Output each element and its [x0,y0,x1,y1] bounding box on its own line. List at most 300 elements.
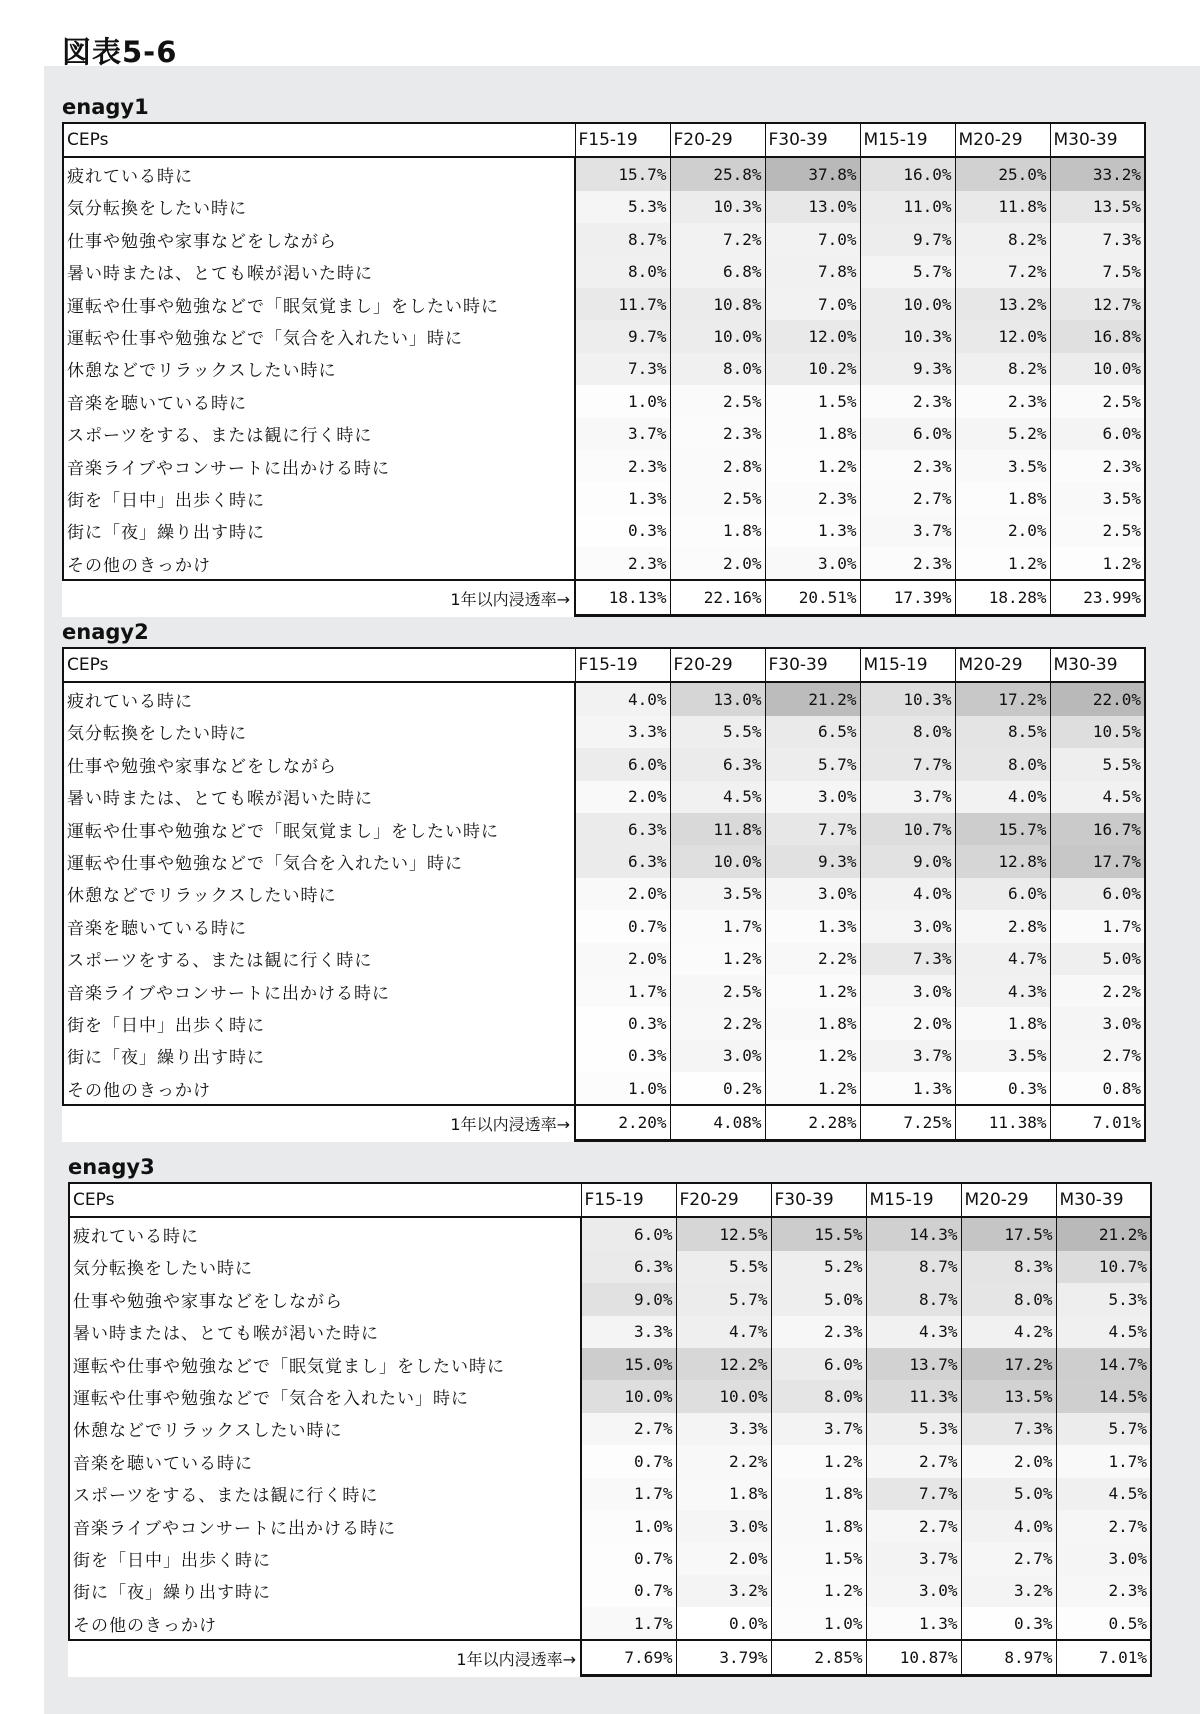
value-cell: 3.7% [860,515,955,547]
value-cell: 10.5% [1050,716,1145,748]
value-cell: 1.2% [771,1445,866,1477]
value-cell: 10.7% [860,813,955,845]
value-cell: 2.3% [771,1316,866,1348]
value-cell: 1.8% [765,418,860,450]
value-cell: 16.7% [1050,813,1145,845]
table-row [63,223,1145,255]
value-cell: 7.7% [860,748,955,780]
table-row [63,482,1145,514]
value-cell: 1.2% [955,547,1050,580]
value-cell: 0.0% [676,1607,771,1640]
value-cell: 3.7% [771,1413,866,1445]
value-cell: 2.0% [676,1542,771,1574]
table-row [63,910,1145,942]
penetration-value: 17.39% [860,580,955,615]
penetration-value: 10.87% [866,1640,961,1675]
value-cell: 6.3% [575,813,670,845]
value-cell: 8.7% [866,1251,961,1283]
value-cell: 1.3% [575,482,670,514]
value-cell: 14.3% [866,1217,961,1250]
value-cell: 2.0% [961,1445,1056,1477]
value-cell: 12.2% [676,1348,771,1380]
column-header-f30-39: F30-39 [765,123,860,157]
table-row [63,1007,1145,1039]
table-row [69,1607,1151,1640]
column-header-f15-19: F15-19 [575,648,670,682]
value-cell: 5.0% [1050,943,1145,975]
column-header-f20-29: F20-29 [676,1183,771,1217]
row-label: 仕事や勉強や家事などをしながら [63,748,575,780]
table-row [63,1040,1145,1072]
column-header-m30-39: M30-39 [1050,123,1145,157]
row-label: その他のきっかけ [63,1072,575,1105]
value-cell: 13.5% [961,1380,1056,1412]
value-cell: 10.7% [1056,1251,1151,1283]
value-cell: 3.2% [676,1575,771,1607]
value-cell: 3.7% [866,1542,961,1574]
value-cell: 1.2% [1050,547,1145,580]
row-label: スポーツをする、または観に行く時に [63,943,575,975]
value-cell: 1.0% [771,1607,866,1640]
table-row [63,1072,1145,1105]
row-label: 街を「日中」出歩く時に [69,1542,581,1574]
value-cell: 8.0% [961,1283,1056,1315]
table-row [69,1316,1151,1348]
row-label: 音楽ライブやコンサートに出かける時に [63,450,575,482]
table-row [69,1380,1151,1412]
table-row [63,450,1145,482]
row-label: 街に「夜」繰り出す時に [63,515,575,547]
value-cell: 3.0% [765,781,860,813]
value-cell: 12.0% [765,320,860,352]
table-row [63,515,1145,547]
value-cell: 2.0% [575,781,670,813]
row-label: 街を「日中」出歩く時に [63,482,575,514]
value-cell: 6.3% [670,748,765,780]
value-cell: 3.0% [765,547,860,580]
value-cell: 3.3% [581,1316,676,1348]
value-cell: 1.7% [1056,1445,1151,1477]
column-header-f20-29: F20-29 [670,648,765,682]
column-header-ceps: CEPs [69,1183,581,1217]
table-row [63,418,1145,450]
value-cell: 0.8% [1050,1072,1145,1105]
row-label: 運転や仕事や勉強などで「気合を入れたい」時に [63,845,575,877]
value-cell: 0.7% [581,1445,676,1477]
value-cell: 25.0% [955,157,1050,190]
value-cell: 5.2% [771,1251,866,1283]
table-row [69,1251,1151,1283]
value-cell: 0.3% [575,515,670,547]
value-cell: 37.8% [765,157,860,190]
row-label: 疲れている時に [69,1217,581,1250]
data-table [68,1182,1152,1677]
value-cell: 7.3% [961,1413,1056,1445]
column-header-m20-29: M20-29 [955,648,1050,682]
value-cell: 12.7% [1050,288,1145,320]
value-cell: 13.2% [955,288,1050,320]
value-cell: 16.8% [1050,320,1145,352]
value-cell: 0.5% [1056,1607,1151,1640]
value-cell: 6.0% [771,1348,866,1380]
value-cell: 3.5% [670,878,765,910]
value-cell: 0.3% [961,1607,1056,1640]
table-row [63,256,1145,288]
value-cell: 12.5% [676,1217,771,1250]
section-enagy3 [68,1152,1152,1677]
value-cell: 2.5% [670,385,765,417]
value-cell: 1.2% [765,1072,860,1105]
penetration-value: 3.79% [676,1640,771,1675]
section-enagy1 [62,92,1146,617]
value-cell: 3.0% [860,910,955,942]
row-label: 運転や仕事や勉強などで「気合を入れたい」時に [63,320,575,352]
value-cell: 14.7% [1056,1348,1151,1380]
value-cell: 5.2% [955,418,1050,450]
table-row [69,1283,1151,1315]
value-cell: 1.7% [670,910,765,942]
value-cell: 8.2% [955,353,1050,385]
value-cell: 10.3% [860,682,955,715]
value-cell: 1.8% [955,482,1050,514]
row-label: 運転や仕事や勉強などで「気合を入れたい」時に [69,1380,581,1412]
row-label: スポーツをする、または観に行く時に [63,418,575,450]
value-cell: 16.0% [860,157,955,190]
row-label: 仕事や勉強や家事などをしながら [69,1283,581,1315]
value-cell: 8.7% [866,1283,961,1315]
value-cell: 0.7% [575,910,670,942]
value-cell: 3.0% [860,975,955,1007]
value-cell: 11.7% [575,288,670,320]
column-header-f15-19: F15-19 [581,1183,676,1217]
value-cell: 4.7% [955,943,1050,975]
value-cell: 10.0% [860,288,955,320]
value-cell: 3.7% [860,781,955,813]
value-cell: 11.0% [860,191,955,223]
row-label: その他のきっかけ [63,547,575,580]
penetration-value: 2.28% [765,1105,860,1140]
value-cell: 1.5% [765,385,860,417]
value-cell: 10.3% [860,320,955,352]
row-label: 運転や仕事や勉強などで「眠気覚まし」をしたい時に [63,813,575,845]
value-cell: 9.0% [581,1283,676,1315]
value-cell: 1.7% [1050,910,1145,942]
table-row [69,1445,1151,1477]
value-cell: 2.3% [860,385,955,417]
value-cell: 5.3% [575,191,670,223]
column-header-m20-29: M20-29 [961,1183,1056,1217]
value-cell: 3.0% [1056,1542,1151,1574]
value-cell: 8.3% [961,1251,1056,1283]
value-cell: 1.0% [575,385,670,417]
value-cell: 17.2% [961,1348,1056,1380]
value-cell: 0.7% [581,1542,676,1574]
row-label: その他のきっかけ [69,1607,581,1640]
value-cell: 6.3% [581,1251,676,1283]
value-cell: 6.3% [575,845,670,877]
value-cell: 1.0% [581,1510,676,1542]
row-label: 音楽を聴いている時に [69,1445,581,1477]
value-cell: 8.0% [955,748,1050,780]
section-title: enagy3 [68,1155,155,1179]
row-label: 街に「夜」繰り出す時に [63,1040,575,1072]
value-cell: 2.7% [866,1510,961,1542]
row-label: スポーツをする、または観に行く時に [69,1478,581,1510]
value-cell: 3.7% [575,418,670,450]
table-row [63,845,1145,877]
value-cell: 9.3% [860,353,955,385]
value-cell: 1.8% [676,1478,771,1510]
value-cell: 3.5% [1050,482,1145,514]
value-cell: 1.2% [765,1040,860,1072]
penetration-row [63,1105,1145,1140]
value-cell: 8.0% [860,716,955,748]
table-row [63,682,1145,715]
table-row [69,1348,1151,1380]
value-cell: 6.0% [860,418,955,450]
value-cell: 11.8% [955,191,1050,223]
penetration-value: 7.01% [1050,1105,1145,1140]
value-cell: 12.0% [955,320,1050,352]
value-cell: 14.5% [1056,1380,1151,1412]
value-cell: 10.3% [670,191,765,223]
table-row [63,288,1145,320]
value-cell: 5.7% [860,256,955,288]
value-cell: 33.2% [1050,157,1145,190]
value-cell: 0.2% [670,1072,765,1105]
value-cell: 6.0% [1050,878,1145,910]
row-label: 音楽ライブやコンサートに出かける時に [69,1510,581,1542]
value-cell: 5.5% [1050,748,1145,780]
value-cell: 1.8% [771,1510,866,1542]
row-label: 仕事や勉強や家事などをしながら [63,223,575,255]
value-cell: 6.0% [1050,418,1145,450]
penetration-value: 11.38% [955,1105,1050,1140]
penetration-value: 20.51% [765,580,860,615]
value-cell: 2.7% [1056,1510,1151,1542]
value-cell: 3.0% [676,1510,771,1542]
value-cell: 1.5% [771,1542,866,1574]
value-cell: 2.7% [866,1445,961,1477]
column-header-m30-39: M30-39 [1050,648,1145,682]
value-cell: 2.2% [1050,975,1145,1007]
value-cell: 5.3% [866,1413,961,1445]
row-label: 休憩などでリラックスしたい時に [63,353,575,385]
row-label: 疲れている時に [63,682,575,715]
value-cell: 11.8% [670,813,765,845]
value-cell: 3.5% [955,1040,1050,1072]
value-cell: 5.5% [670,716,765,748]
section-enagy2 [62,617,1146,1142]
value-cell: 4.5% [1056,1478,1151,1510]
value-cell: 1.8% [771,1478,866,1510]
value-cell: 9.7% [860,223,955,255]
value-cell: 2.3% [860,450,955,482]
table-row [69,1478,1151,1510]
section-title: enagy2 [62,620,149,644]
value-cell: 8.0% [771,1380,866,1412]
value-cell: 10.8% [670,288,765,320]
value-cell: 7.2% [955,256,1050,288]
value-cell: 2.3% [860,547,955,580]
value-cell: 8.2% [955,223,1050,255]
table-row [63,353,1145,385]
value-cell: 1.2% [765,450,860,482]
table-row [63,157,1145,190]
column-header-m15-19: M15-19 [860,123,955,157]
row-label: 運転や仕事や勉強などで「眠気覚まし」をしたい時に [69,1348,581,1380]
header-row [63,648,1145,682]
value-cell: 2.0% [575,878,670,910]
value-cell: 2.7% [961,1542,1056,1574]
penetration-value: 7.69% [581,1640,676,1675]
penetration-row [63,580,1145,615]
column-header-f15-19: F15-19 [575,123,670,157]
value-cell: 6.0% [575,748,670,780]
table-row [69,1542,1151,1574]
value-cell: 1.2% [765,975,860,1007]
value-cell: 2.0% [955,515,1050,547]
value-cell: 2.5% [1050,385,1145,417]
value-cell: 2.3% [955,385,1050,417]
value-cell: 2.3% [670,418,765,450]
value-cell: 3.5% [955,450,1050,482]
value-cell: 10.2% [765,353,860,385]
value-cell: 4.5% [670,781,765,813]
value-cell: 17.5% [961,1217,1056,1250]
penetration-value: 2.85% [771,1640,866,1675]
value-cell: 2.0% [575,943,670,975]
value-cell: 1.2% [771,1575,866,1607]
value-cell: 8.0% [575,256,670,288]
value-cell: 5.5% [676,1251,771,1283]
data-table [62,647,1146,1142]
value-cell: 2.3% [1050,450,1145,482]
value-cell: 7.0% [765,288,860,320]
row-label: 気分転換をしたい時に [63,716,575,748]
value-cell: 3.0% [866,1575,961,1607]
value-cell: 0.3% [575,1007,670,1039]
value-cell: 1.3% [866,1607,961,1640]
value-cell: 1.2% [670,943,765,975]
value-cell: 1.3% [765,910,860,942]
value-cell: 4.0% [860,878,955,910]
value-cell: 15.0% [581,1348,676,1380]
value-cell: 1.8% [955,1007,1050,1039]
value-cell: 13.0% [765,191,860,223]
value-cell: 1.3% [765,515,860,547]
table-row [63,975,1145,1007]
value-cell: 9.0% [860,845,955,877]
value-cell: 1.0% [575,1072,670,1105]
value-cell: 11.3% [866,1380,961,1412]
value-cell: 2.8% [670,450,765,482]
penetration-label: 1年以内浸透率→ [456,1649,576,1669]
value-cell: 1.3% [860,1072,955,1105]
penetration-label: 1年以内浸透率→ [450,1114,570,1134]
value-cell: 22.0% [1050,682,1145,715]
value-cell: 4.3% [866,1316,961,1348]
value-cell: 7.3% [1050,223,1145,255]
value-cell: 8.7% [575,223,670,255]
table-row [63,878,1145,910]
value-cell: 2.3% [1056,1575,1151,1607]
row-label: 音楽ライブやコンサートに出かける時に [63,975,575,1007]
header-row [69,1183,1151,1217]
table-row [63,781,1145,813]
value-cell: 9.3% [765,845,860,877]
value-cell: 21.2% [765,682,860,715]
value-cell: 2.0% [860,1007,955,1039]
penetration-row [69,1640,1151,1675]
value-cell: 7.0% [765,223,860,255]
penetration-value: 18.13% [575,580,670,615]
table-row [63,943,1145,975]
row-label: 暑い時または、とても喉が渇いた時に [63,256,575,288]
table-row [69,1413,1151,1445]
value-cell: 1.7% [581,1607,676,1640]
value-cell: 7.7% [866,1478,961,1510]
value-cell: 4.2% [961,1316,1056,1348]
row-label: 街を「日中」出歩く時に [63,1007,575,1039]
value-cell: 25.8% [670,157,765,190]
value-cell: 5.0% [771,1283,866,1315]
table-row [63,813,1145,845]
data-table [62,122,1146,617]
penetration-value: 7.01% [1056,1640,1151,1675]
table-row [63,191,1145,223]
column-header-f30-39: F30-39 [771,1183,866,1217]
value-cell: 2.0% [670,547,765,580]
value-cell: 7.5% [1050,256,1145,288]
value-cell: 3.7% [860,1040,955,1072]
row-label: 音楽を聴いている時に [63,910,575,942]
value-cell: 0.3% [955,1072,1050,1105]
value-cell: 1.8% [765,1007,860,1039]
value-cell: 10.0% [670,845,765,877]
value-cell: 4.0% [961,1510,1056,1542]
column-header-f20-29: F20-29 [670,123,765,157]
value-cell: 7.3% [860,943,955,975]
value-cell: 4.0% [955,781,1050,813]
value-cell: 6.5% [765,716,860,748]
value-cell: 13.7% [866,1348,961,1380]
value-cell: 9.7% [575,320,670,352]
value-cell: 17.2% [955,682,1050,715]
value-cell: 13.5% [1050,191,1145,223]
column-header-f30-39: F30-39 [765,648,860,682]
value-cell: 4.3% [955,975,1050,1007]
value-cell: 7.8% [765,256,860,288]
row-label: 運転や仕事や勉強などで「眠気覚まし」をしたい時に [63,288,575,320]
value-cell: 2.5% [670,482,765,514]
row-label: 音楽を聴いている時に [63,385,575,417]
row-label: 疲れている時に [63,157,575,190]
penetration-value: 2.20% [575,1105,670,1140]
value-cell: 2.5% [670,975,765,1007]
value-cell: 10.0% [676,1380,771,1412]
row-label: 暑い時または、とても喉が渇いた時に [69,1316,581,1348]
table-row [63,748,1145,780]
table-row [63,320,1145,352]
value-cell: 4.5% [1056,1316,1151,1348]
value-cell: 4.7% [676,1316,771,1348]
table-row [69,1510,1151,1542]
value-cell: 21.2% [1056,1217,1151,1250]
value-cell: 2.8% [955,910,1050,942]
value-cell: 2.3% [765,482,860,514]
value-cell: 10.0% [581,1380,676,1412]
